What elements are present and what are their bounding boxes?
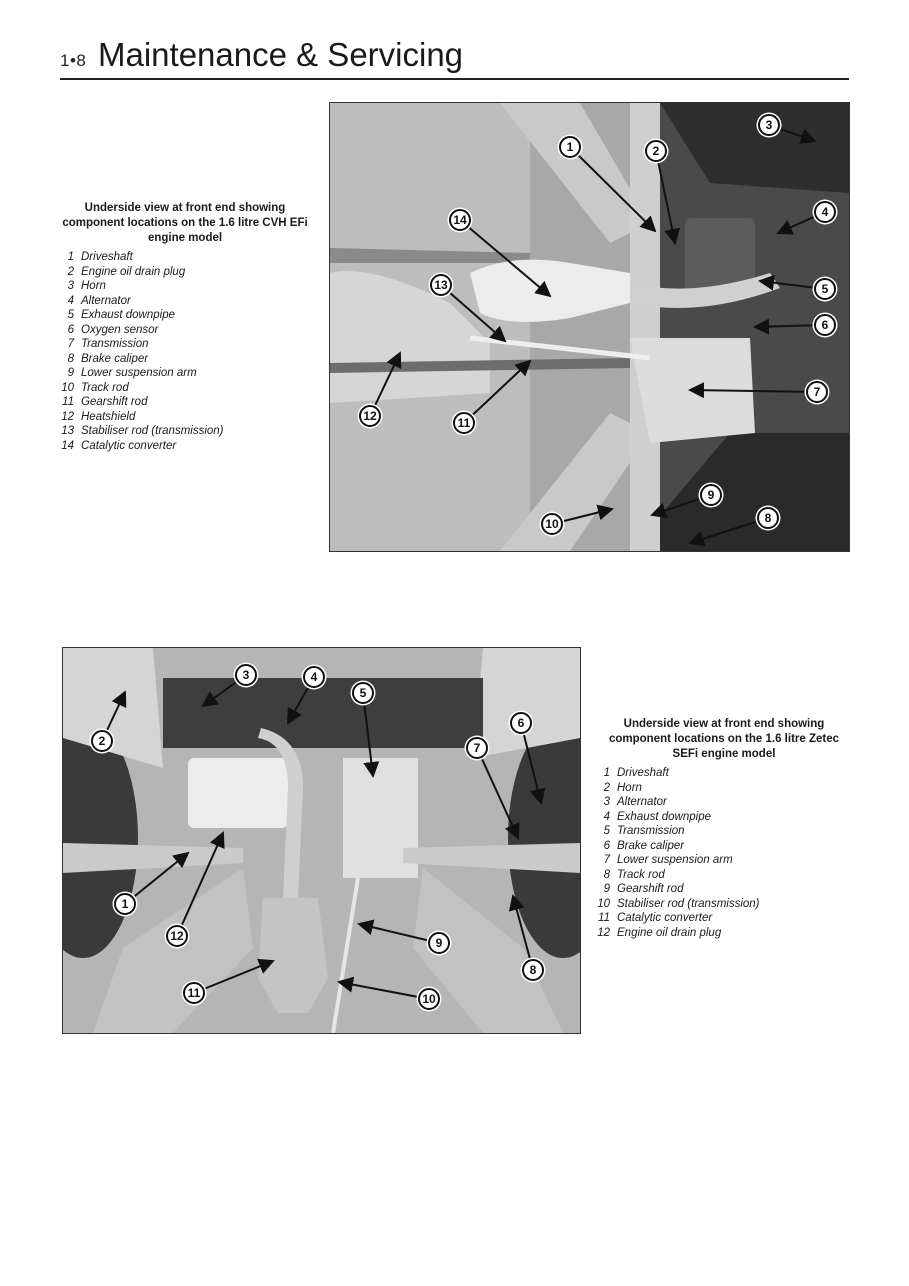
legend-item xyxy=(60,352,310,367)
legend-item-number: 2 xyxy=(67,265,74,278)
callout-badge: 4 xyxy=(303,666,325,688)
callout-badge: 4 xyxy=(814,201,836,223)
legend-item-label: Driveshaft xyxy=(617,767,669,779)
legend-item-label: Exhaust downpipe xyxy=(617,810,711,823)
legend-item-number: 3 xyxy=(67,280,74,292)
legend-item xyxy=(596,766,852,781)
figure2-caption xyxy=(596,717,852,940)
legend-item-number: 12 xyxy=(597,926,610,939)
legend-item-number: 11 xyxy=(598,912,610,924)
legend-item xyxy=(60,265,310,280)
legend-item-number: 11 xyxy=(62,396,74,408)
legend-item-label: Track rod xyxy=(81,381,129,394)
legend-item xyxy=(60,381,310,396)
callout-badge: 11 xyxy=(183,982,205,1004)
callout-badge: 12 xyxy=(359,405,381,427)
figure1-caption-title: Underside view at front end showing component locations on the 1.6 litre CVH EFi engine model xyxy=(62,202,308,244)
legend-item-label: Alternator xyxy=(617,796,667,808)
legend-item xyxy=(596,868,852,883)
callout-badge: 9 xyxy=(700,484,722,506)
legend-item-label: Stabiliser rod (transmission) xyxy=(81,425,224,437)
legend-item-label: Transmission xyxy=(81,338,149,350)
callout-badge: 6 xyxy=(510,712,532,734)
figure1-legend-list xyxy=(60,250,310,453)
legend-item xyxy=(60,294,310,309)
legend-item-label: Horn xyxy=(617,781,642,794)
legend-item xyxy=(60,410,310,425)
legend-item-number: 13 xyxy=(61,425,74,437)
legend-item-label: Catalytic converter xyxy=(617,912,713,924)
legend-item-number: 1 xyxy=(603,767,610,779)
page-number: 1•8 xyxy=(60,51,87,70)
callout-badge: 7 xyxy=(466,737,488,759)
legend-item-number: 9 xyxy=(603,883,610,895)
legend-item-label: Catalytic converter xyxy=(81,439,177,452)
legend-item xyxy=(60,279,310,294)
figure2-illustration xyxy=(63,648,580,1033)
legend-item xyxy=(596,911,852,926)
legend-item-label: Gearshift rod xyxy=(617,883,684,895)
legend-item xyxy=(596,781,852,796)
legend-item-number: 8 xyxy=(67,352,74,365)
legend-item-number: 7 xyxy=(603,854,610,866)
legend-item xyxy=(596,810,852,825)
figure1-illustration xyxy=(330,103,849,551)
callout-badge: 2 xyxy=(91,730,113,752)
page-title: Maintenance & Servicing xyxy=(98,36,464,73)
legend-item xyxy=(60,323,310,338)
legend-item-label: Engine oil drain plug xyxy=(617,926,722,939)
callout-badge: 2 xyxy=(645,140,667,162)
callout-badge: 6 xyxy=(814,314,836,336)
legend-item-number: 5 xyxy=(603,825,610,837)
callout-badge: 7 xyxy=(806,381,828,403)
legend-item-number: 9 xyxy=(67,367,74,379)
legend-item xyxy=(596,795,852,810)
legend-item xyxy=(60,424,310,439)
callout-badge: 8 xyxy=(522,959,544,981)
legend-item-number: 2 xyxy=(603,781,610,794)
legend-item xyxy=(596,897,852,912)
legend-item-label: Oxygen sensor xyxy=(81,323,159,336)
legend-item-label: Heatshield xyxy=(81,410,136,423)
legend-item-number: 12 xyxy=(61,410,74,423)
legend-item-number: 10 xyxy=(597,897,610,910)
callout-badge: 9 xyxy=(428,932,450,954)
legend-item xyxy=(596,839,852,854)
figure2-legend-list xyxy=(596,766,852,940)
legend-item-label: Exhaust downpipe xyxy=(81,309,175,321)
callout-badge: 12 xyxy=(166,925,188,947)
figure1-photo xyxy=(329,102,850,552)
legend-item xyxy=(60,308,310,323)
callout-badge: 11 xyxy=(453,412,475,434)
legend-item-label: Lower suspension arm xyxy=(617,854,733,866)
legend-item-label: Lower suspension arm xyxy=(81,367,197,379)
figure2-photo xyxy=(62,647,581,1034)
figure1-caption xyxy=(60,201,310,453)
legend-item-label: Gearshift rod xyxy=(81,396,148,408)
callout-badge: 8 xyxy=(757,507,779,529)
legend-item-number: 4 xyxy=(67,294,74,307)
legend-item-label: Engine oil drain plug xyxy=(81,265,186,278)
legend-item xyxy=(596,853,852,868)
callout-badge: 10 xyxy=(541,513,563,535)
legend-item-label: Driveshaft xyxy=(81,251,133,263)
legend-item xyxy=(596,882,852,897)
callout-badge: 3 xyxy=(758,114,780,136)
legend-item xyxy=(60,395,310,410)
callout-badge: 5 xyxy=(352,682,374,704)
legend-item-number: 6 xyxy=(603,839,610,852)
callout-badge: 1 xyxy=(559,136,581,158)
legend-item-number: 4 xyxy=(603,810,610,823)
legend-item xyxy=(596,824,852,839)
callout-badge: 10 xyxy=(418,988,440,1010)
legend-item-number: 10 xyxy=(61,381,74,394)
legend-item xyxy=(60,337,310,352)
legend-item-label: Horn xyxy=(81,280,106,292)
figure2-caption-title: Underside view at front end showing component locations on the 1.6 litre Zetec SEFi engine model xyxy=(608,718,840,760)
callout-badge: 14 xyxy=(449,209,471,231)
legend-item xyxy=(60,439,310,454)
legend-item-label: Stabiliser rod (transmission) xyxy=(617,897,760,910)
legend-item xyxy=(60,366,310,381)
callout-badge: 3 xyxy=(235,664,257,686)
legend-item-number: 3 xyxy=(603,796,610,808)
page-header xyxy=(60,36,849,80)
callout-badge: 1 xyxy=(114,893,136,915)
legend-item-label: Brake caliper xyxy=(617,839,685,852)
callout-badge: 5 xyxy=(814,278,836,300)
callout-badge: 13 xyxy=(430,274,452,296)
legend-item-number: 1 xyxy=(67,251,74,263)
legend-item-number: 6 xyxy=(67,323,74,336)
legend-item-label: Track rod xyxy=(617,868,665,881)
legend-item-number: 5 xyxy=(67,309,74,321)
legend-item-number: 8 xyxy=(603,868,610,881)
legend-item-number: 14 xyxy=(61,439,74,452)
legend-item-label: Alternator xyxy=(81,294,131,307)
legend-item-label: Transmission xyxy=(617,825,685,837)
legend-item-number: 7 xyxy=(67,338,74,350)
legend-item xyxy=(60,250,310,265)
legend-item-label: Brake caliper xyxy=(81,352,149,365)
legend-item xyxy=(596,926,852,941)
